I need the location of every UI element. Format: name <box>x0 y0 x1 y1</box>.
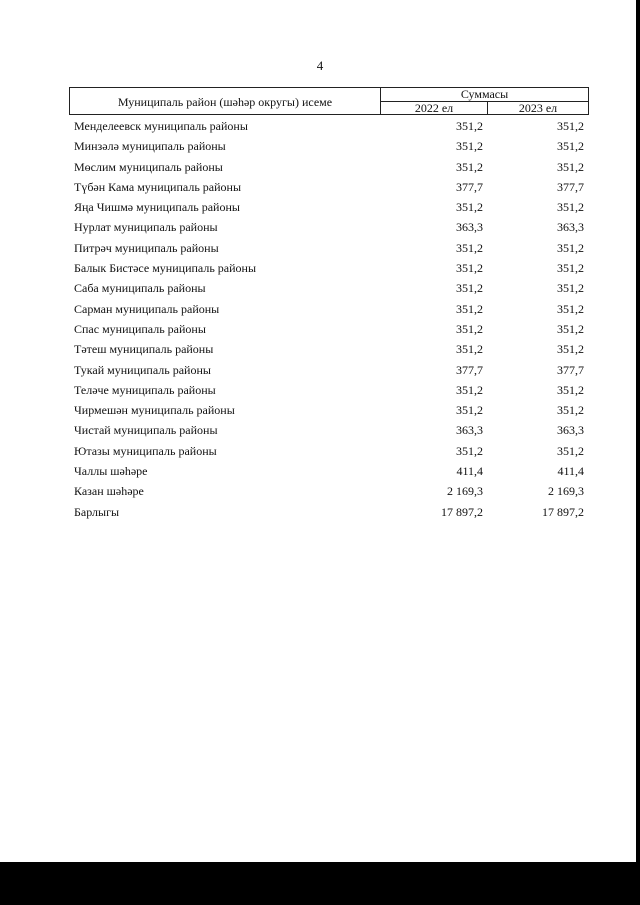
row-name: Питрәч муниципаль районы <box>74 240 219 255</box>
row-value-2023: 377,7 <box>557 362 584 377</box>
row-name: Мөслим муниципаль районы <box>74 159 223 174</box>
row-name: Тәтеш муниципаль районы <box>74 342 214 357</box>
row-value-2023: 351,2 <box>557 321 584 336</box>
row-value-2022: 351,2 <box>456 301 483 316</box>
row-value-2023: 351,2 <box>557 403 584 418</box>
row-value-2022: 377,7 <box>456 179 483 194</box>
row-name: Менделеевск муниципаль районы <box>74 119 248 133</box>
table-row <box>0 360 640 380</box>
table-row <box>0 400 640 420</box>
row-value-2022: 351,2 <box>456 281 483 296</box>
table-header <box>69 87 589 115</box>
row-name: Чистай муниципаль районы <box>74 423 218 438</box>
header-name-column: Муниципаль район (шәһәр округы) исеме <box>70 88 381 114</box>
table-row <box>0 299 640 319</box>
table-row <box>0 319 640 339</box>
row-value-2022: 351,2 <box>456 119 483 133</box>
row-value-2023: 351,2 <box>557 200 584 215</box>
row-value-2023: 363,3 <box>557 423 584 438</box>
row-value-2023: 351,2 <box>557 139 584 154</box>
total-value-2023: 17 897,2 <box>542 504 584 519</box>
row-value-2023: 351,2 <box>557 382 584 397</box>
table-row <box>0 197 640 217</box>
row-value-2022: 363,3 <box>456 423 483 438</box>
table-row <box>0 238 640 258</box>
total-label: Барлыгы <box>74 504 120 519</box>
row-value-2022: 351,2 <box>456 139 483 154</box>
row-name: Нурлат муниципаль районы <box>74 220 218 235</box>
table-body <box>0 116 640 522</box>
header-year-2022: 2022 ел <box>381 102 488 114</box>
table-row <box>0 461 640 481</box>
row-name: Түбән Кама муниципаль районы <box>74 179 242 194</box>
row-name: Сарман муниципаль районы <box>74 301 220 316</box>
row-value-2023: 351,2 <box>557 443 584 458</box>
row-value-2023: 351,2 <box>557 261 584 276</box>
row-name: Яңа Чишмә муниципаль районы <box>74 200 240 215</box>
row-value-2022: 351,2 <box>456 443 483 458</box>
table-row <box>0 217 640 237</box>
row-name: Теләче муниципаль районы <box>74 382 216 397</box>
table-row <box>0 441 640 461</box>
row-name: Балык Бистәсе муниципаль районы <box>74 261 257 276</box>
table-row <box>0 420 640 440</box>
row-value-2022: 363,3 <box>456 220 483 235</box>
table-row <box>0 157 640 177</box>
row-value-2022: 351,2 <box>456 403 483 418</box>
header-year-2023: 2023 ел <box>518 101 558 115</box>
row-value-2023: 351,2 <box>557 159 584 174</box>
row-value-2023: 363,3 <box>557 220 584 235</box>
row-value-2022: 351,2 <box>456 200 483 215</box>
row-value-2022: 2 169,3 <box>447 484 483 499</box>
row-name: Минзәлә муниципаль районы <box>74 139 226 154</box>
scan-edge-bottom <box>0 862 640 905</box>
row-value-2022: 377,7 <box>456 362 483 377</box>
table-row <box>0 481 640 501</box>
row-value-2022: 411,4 <box>456 464 483 479</box>
row-value-2022: 351,2 <box>456 240 483 255</box>
row-value-2022: 351,2 <box>456 261 483 276</box>
table-row <box>0 380 640 400</box>
row-name: Саба муниципаль районы <box>74 281 206 296</box>
row-name: Ютазы муниципаль районы <box>74 443 217 458</box>
row-name: Чирмешән муниципаль районы <box>74 403 235 418</box>
row-name: Спас муниципаль районы <box>74 321 206 336</box>
table-row <box>0 339 640 359</box>
row-name: Казан шәһәре <box>74 484 144 499</box>
row-name: Тукай муниципаль районы <box>74 362 211 377</box>
row-value-2023: 351,2 <box>557 240 584 255</box>
row-value-2023: 351,2 <box>557 342 584 357</box>
table-row <box>0 177 640 197</box>
row-value-2023: 351,2 <box>557 281 584 296</box>
row-value-2022: 351,2 <box>456 382 483 397</box>
header-sum: Суммасы <box>381 88 588 102</box>
row-value-2023: 411,4 <box>557 464 584 479</box>
row-value-2022: 351,2 <box>456 159 483 174</box>
page-number: 4 <box>316 58 324 73</box>
table-row <box>0 278 640 298</box>
row-value-2022: 351,2 <box>456 342 483 357</box>
row-value-2022: 351,2 <box>456 321 483 336</box>
row-value-2023: 351,2 <box>557 301 584 316</box>
table-row <box>0 258 640 278</box>
row-value-2023: 377,7 <box>557 179 584 194</box>
table-row <box>0 136 640 156</box>
row-value-2023: 2 169,3 <box>548 484 584 499</box>
row-value-2023: 351,2 <box>557 119 584 133</box>
total-row <box>0 502 640 522</box>
total-value-2022: 17 897,2 <box>441 504 483 519</box>
table-row <box>0 116 640 136</box>
row-name: Чаллы шәһәре <box>74 464 148 479</box>
